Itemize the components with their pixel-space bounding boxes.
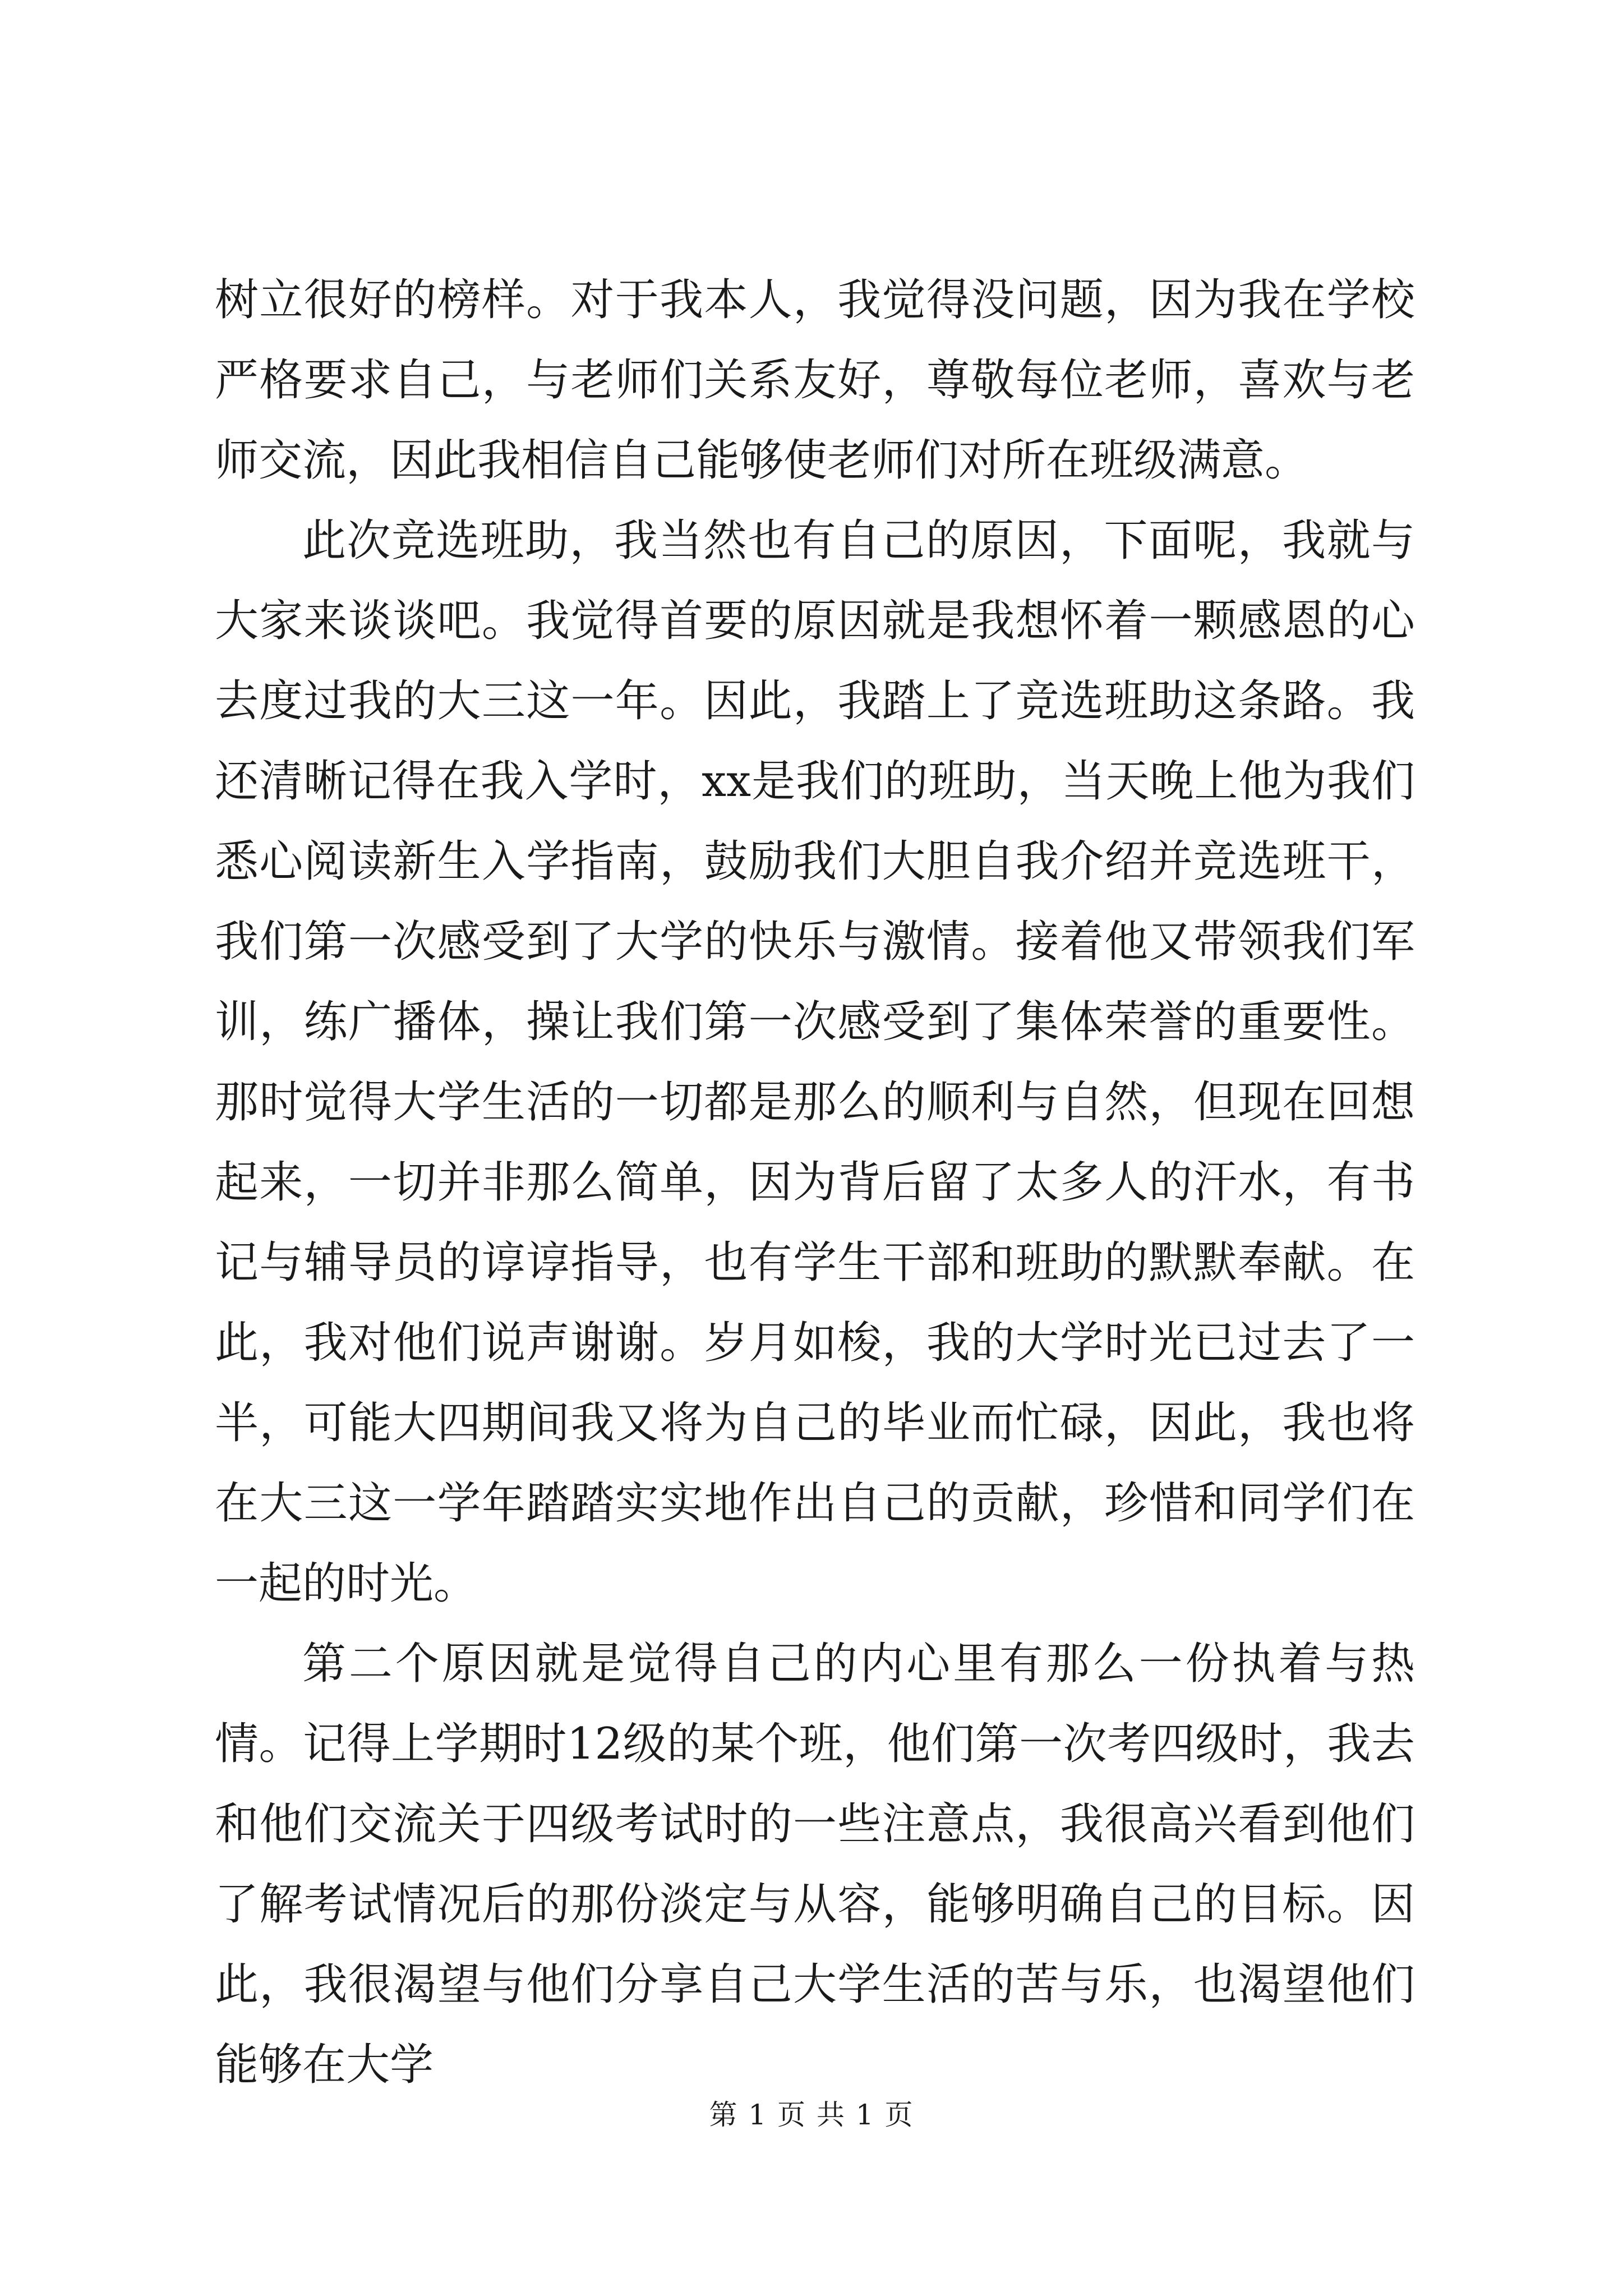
paragraph-2: 此次竞选班助，我当然也有自己的原因，下面呢，我就与大家来谈谈吧。我觉得首要的原因就是我想怀着一颗感恩的心去度过我的大三这一年。因此，我踏上了竞选班助这条路。我还清晰记得在我入学时，xx是我们的班助，当天晚上他为我们悉心阅读新生入学指南，鼓励我们大胆自我介绍并竞选班干，我们第一次感受到了大学的快乐与激情。接着他又带领我们军训，练广播体，操让我们第一次感受到了集体荣誉的重要性。那时觉得大学生活的一切都是那么的顺利与自然，但现在回想起来，一切并非那么简单，因为背后留了太多人的汗水，有书记与辅导员的谆谆指导，也有学生干部和班助的默默奉献。在此，我对他们说声谢谢。岁月如梭，我的大学时光已过去了一半，可能大四期间我又将为自己的毕业而忙碌，因此，我也将在大三这一学年踏踏实实地作出自己的贡献，珍惜和同学们在一起的时光。: [215, 516, 1415, 1609]
page-footer: 第 1 页 共 1 页: [709, 2099, 914, 2131]
paragraph-3: 第二个原因就是觉得自己的内心里有那么一份执着与热情。记得上学期时12级的某个班，他们第一次考四级时，我去和他们交流关于四级考试时的一些注意点，我很高兴看到他们了解考试情况后的那份淡定与从容，能够明确自己的目标。因此，我很渴望与他们分享自己大学生活的苦与乐，也渴望他们能够在大学: [215, 1639, 1415, 2090]
paragraph-1: 树立很好的榜样。对于我本人，我觉得没问题，因为我在学校严格要求自己，与老师们关系友好，尊敬每位老师，喜欢与老师交流，因此我相信自己能够使老师们对所在班级满意。: [215, 275, 1415, 486]
body-text: [215, 260, 1415, 2105]
